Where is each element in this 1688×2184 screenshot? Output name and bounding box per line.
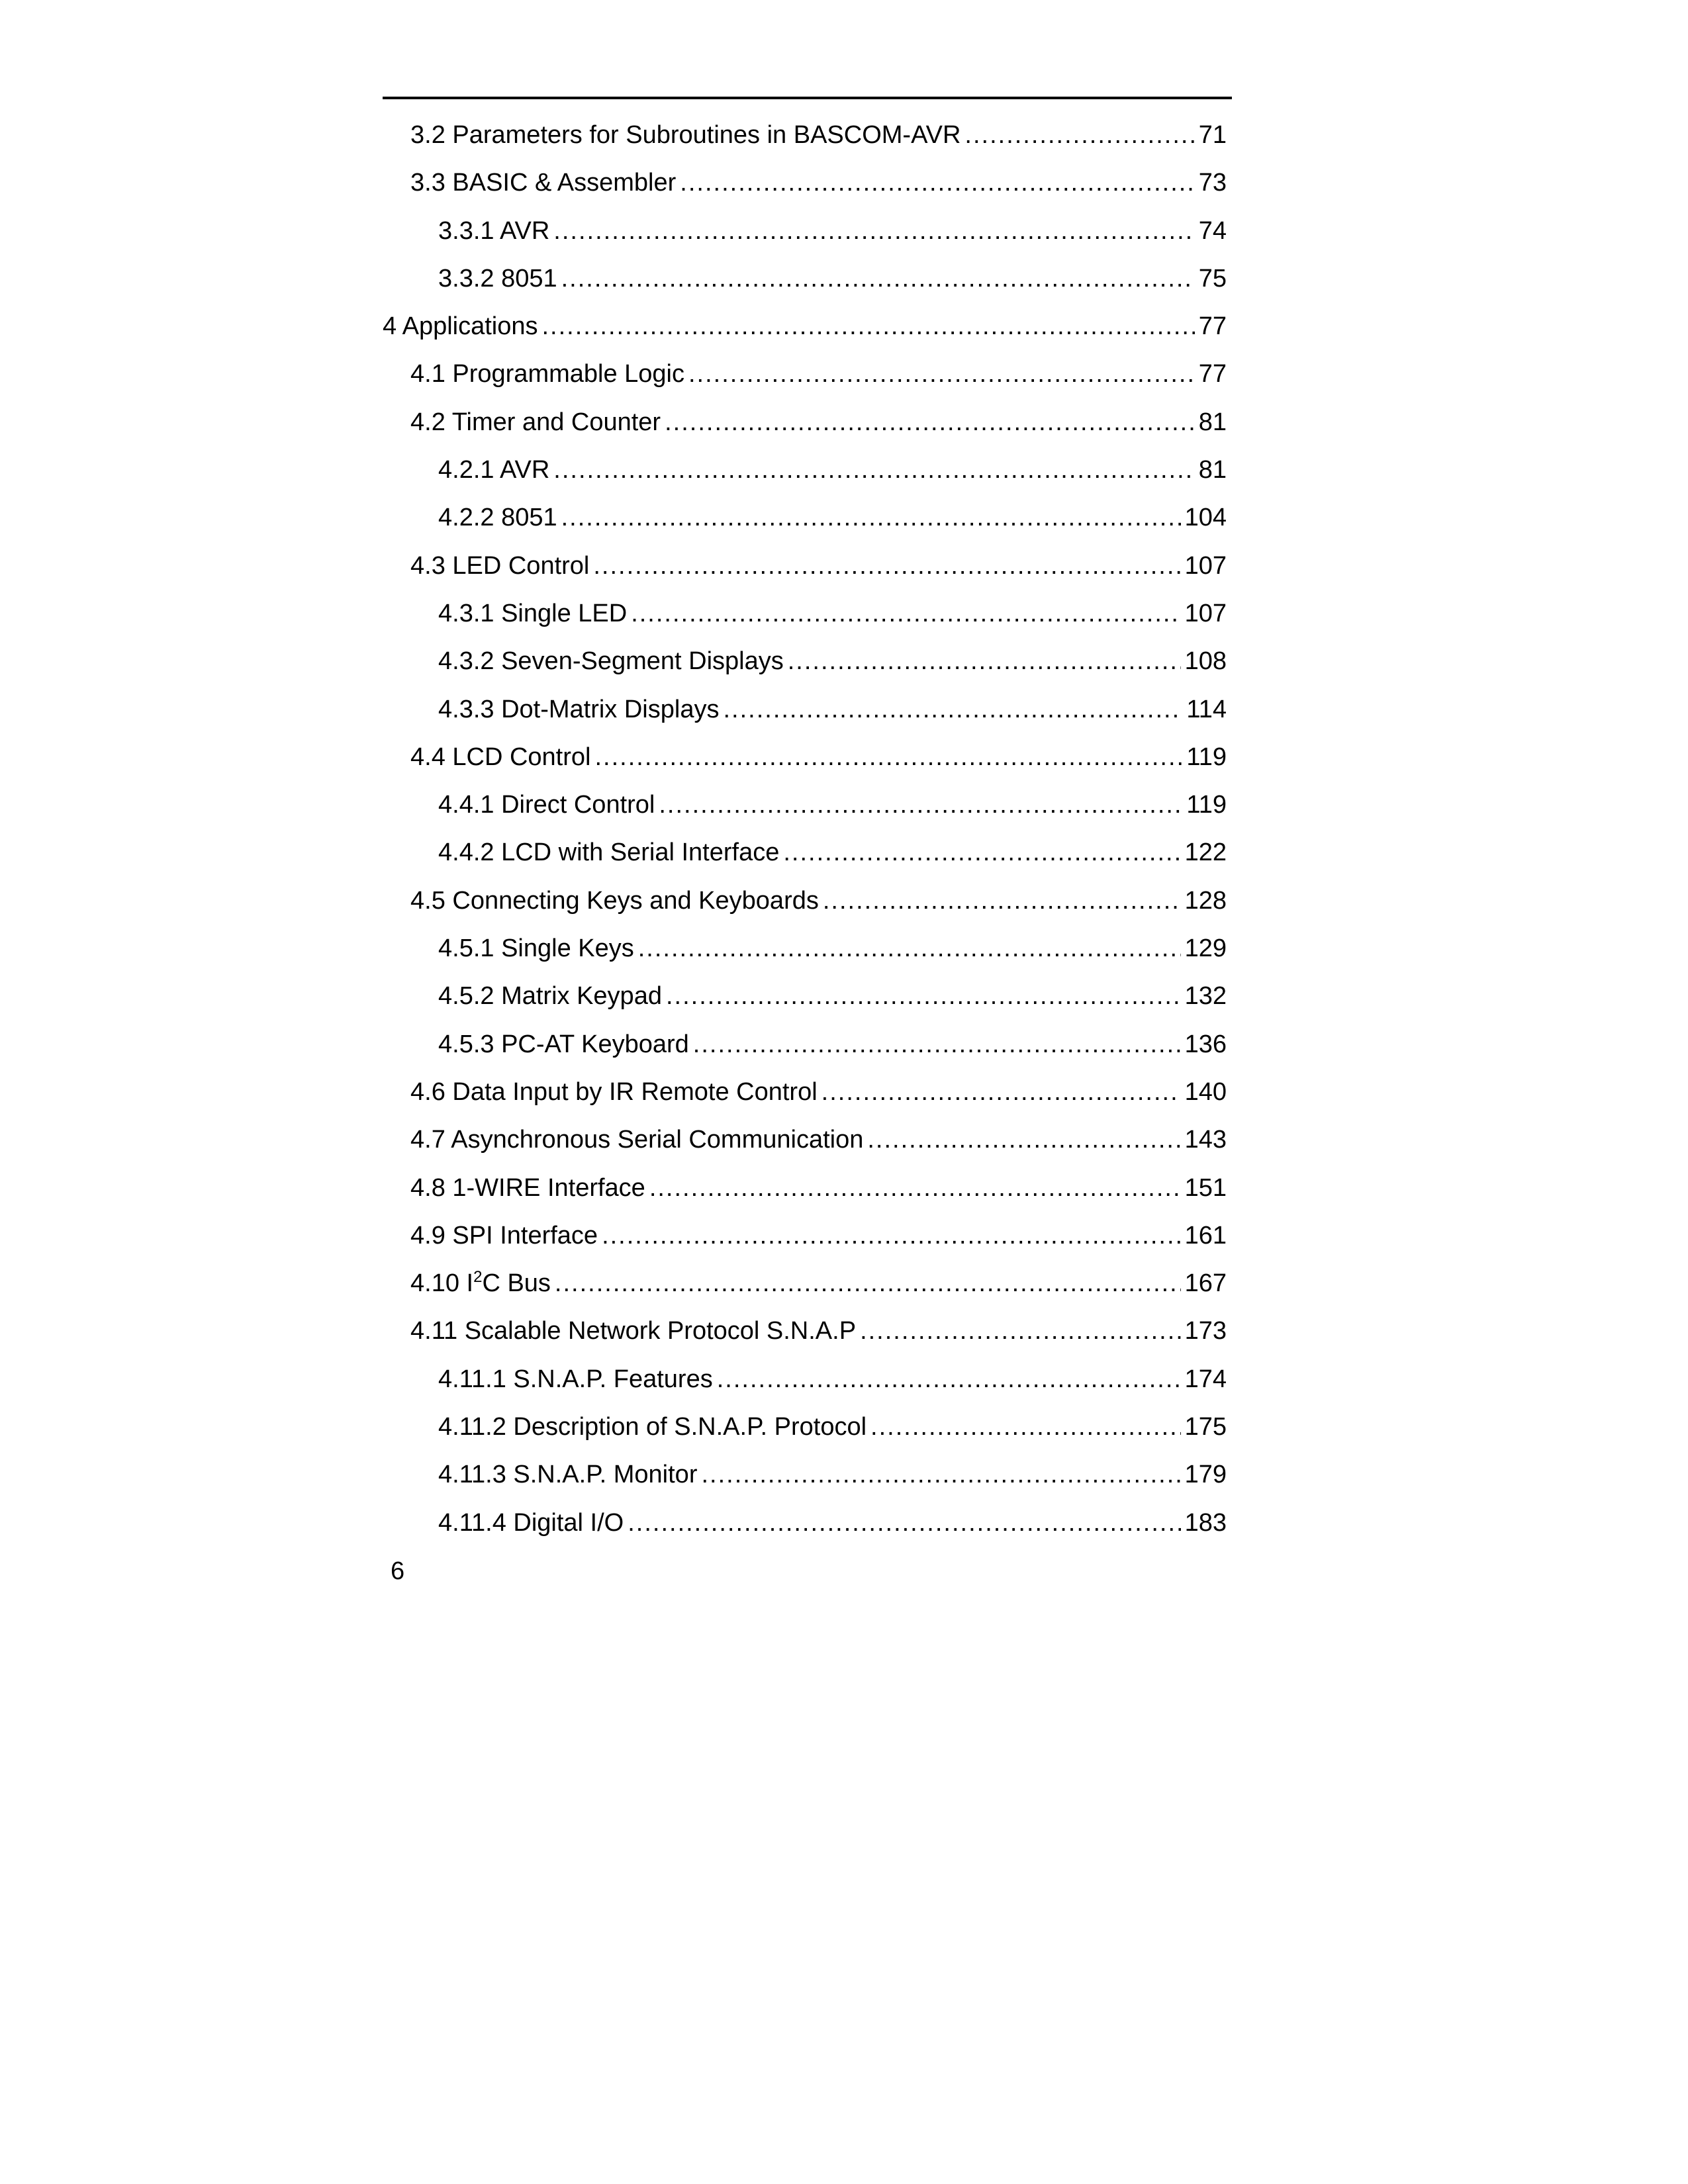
toc-entry	[383, 542, 1232, 590]
toc-entry	[383, 781, 1232, 829]
toc-dot-leader	[659, 781, 1182, 829]
toc-dot-leader	[602, 1212, 1181, 1259]
toc-entry-page-number: 108	[1184, 647, 1227, 676]
toc-dot-leader	[688, 350, 1195, 398]
toc-dot-leader	[821, 1068, 1181, 1116]
toc-dot-leader	[553, 446, 1194, 494]
toc-dot-leader	[860, 1307, 1181, 1355]
toc-entry-page-number: 167	[1184, 1269, 1227, 1298]
toc-entry-title: 3.3 BASIC & Assembler	[410, 169, 677, 197]
toc-entry-page-number: 81	[1198, 456, 1227, 484]
toc-entry-page-number: 173	[1184, 1317, 1227, 1345]
toc-dot-leader	[555, 1259, 1181, 1307]
toc-entry-page-number: 71	[1198, 121, 1227, 149]
toc-entry	[383, 1307, 1232, 1355]
toc-entry-title: 4.3 LED Control	[410, 551, 590, 580]
toc-entry-title: 4.11.1 S.N.A.P. Features	[438, 1365, 713, 1393]
toc-entry-title: 4.11.4 Digital I/O	[438, 1508, 624, 1537]
toc-entry-title: 4.3.3 Dot-Matrix Displays	[438, 695, 720, 723]
header-rule	[383, 97, 1232, 99]
toc-entry-title: 4.11 Scalable Network Protocol S.N.A.P	[410, 1317, 857, 1345]
toc-entry-page-number: 174	[1184, 1365, 1227, 1393]
toc-entry	[383, 111, 1232, 159]
toc-entry-title-superscript: 2	[473, 1268, 483, 1287]
toc-dot-leader	[723, 686, 1182, 733]
toc-dot-leader	[680, 159, 1194, 206]
toc-dot-leader	[561, 255, 1195, 302]
toc-entry	[383, 159, 1232, 206]
toc-entry	[383, 350, 1232, 398]
toc-entry	[383, 398, 1232, 446]
toc-dot-leader	[628, 1499, 1180, 1547]
toc-entry-title: 4.11.2 Description of S.N.A.P. Protocol	[438, 1413, 867, 1441]
toc-entry-page-number: 179	[1184, 1461, 1227, 1489]
toc-entry	[383, 1451, 1232, 1498]
toc-dot-leader	[666, 972, 1181, 1020]
toc-dot-leader	[638, 925, 1181, 972]
toc-entry-page-number: 151	[1184, 1173, 1227, 1202]
toc-entry	[383, 686, 1232, 733]
toc-entry-title: 4.6 Data Input by IR Remote Control	[410, 1077, 818, 1106]
toc-entry-title: 3.3.2 8051	[438, 264, 557, 293]
toc-dot-leader	[594, 733, 1182, 781]
toc-entry-title: 4.4 LCD Control	[410, 743, 591, 771]
toc-entry-page-number: 143	[1184, 1126, 1227, 1154]
toc-entry	[383, 207, 1232, 255]
toc-entry-page-number: 129	[1184, 934, 1227, 963]
toc-dot-leader	[693, 1021, 1181, 1068]
toc-dot-leader	[593, 542, 1180, 590]
toc-dot-leader	[964, 111, 1194, 159]
toc-entry-page-number: 132	[1184, 982, 1227, 1011]
toc-entry-title: 4.5.3 PC-AT Keyboard	[438, 1030, 689, 1058]
toc-entry-title: 4.4.2 LCD with Serial Interface	[438, 839, 780, 867]
toc-entry-title: 4.5.2 Matrix Keypad	[438, 982, 662, 1011]
toc-entry-page-number: 104	[1184, 504, 1227, 532]
toc-entry	[383, 590, 1232, 637]
toc-entry-title-prefix: 4.10 I	[410, 1269, 474, 1298]
toc-entry	[383, 1212, 1232, 1259]
toc-entry-page-number: 77	[1198, 312, 1227, 341]
toc-entry-page-number: 119	[1186, 743, 1227, 771]
toc-entry-title: 4.9 SPI Interface	[410, 1221, 598, 1250]
toc-dot-leader	[542, 302, 1195, 350]
toc-entry-title: 4.11.3 S.N.A.P. Monitor	[438, 1461, 698, 1489]
toc-entry-page-number: 128	[1184, 886, 1227, 915]
toc-entry	[383, 1068, 1232, 1116]
toc-entry	[383, 1259, 1232, 1307]
toc-entry-title: 4.2.1 AVR	[438, 456, 550, 484]
toc-entry-title: 4.1 Programmable Logic	[410, 360, 684, 388]
toc-entry-page-number: 107	[1184, 551, 1227, 580]
toc-entry	[383, 446, 1232, 494]
footer-page-number: 6	[391, 1557, 405, 1585]
toc-entry-page-number: 114	[1186, 695, 1227, 723]
toc-entry-title: 4.3.1 Single LED	[438, 599, 628, 627]
toc-dot-leader	[649, 1164, 1181, 1212]
toc-entry-title: 4.3.2 Seven-Segment Displays	[438, 647, 784, 676]
toc-entry	[383, 1403, 1232, 1451]
toc-entry-title	[410, 1259, 551, 1307]
toc-entry-page-number: 81	[1198, 408, 1227, 436]
toc-entry-title: 4.4.1 Direct Control	[438, 791, 655, 819]
toc-dot-leader	[553, 207, 1194, 255]
toc-entry	[383, 255, 1232, 302]
toc-entry	[383, 1355, 1232, 1403]
toc-entry-title: 4.7 Asynchronous Serial Communication	[410, 1126, 864, 1154]
toc-entry-page-number: 74	[1198, 216, 1227, 245]
toc-entry-page-number: 136	[1184, 1030, 1227, 1058]
toc-entry	[383, 637, 1232, 685]
toc-entry-page-number: 161	[1184, 1221, 1227, 1250]
toc-entry-title: 4.2 Timer and Counter	[410, 408, 661, 436]
toc-entry	[383, 733, 1232, 781]
toc-entry	[383, 925, 1232, 972]
toc-entry	[383, 972, 1232, 1020]
toc-dot-leader	[788, 637, 1181, 685]
toc-dot-leader	[665, 398, 1195, 446]
toc-dot-leader	[631, 590, 1180, 637]
toc-entry-page-number: 140	[1184, 1077, 1227, 1106]
toc-dot-leader	[870, 1403, 1181, 1451]
toc-entry-page-number: 73	[1198, 169, 1227, 197]
toc-entry-title: 4.2.2 8051	[438, 504, 557, 532]
toc-entry	[383, 1116, 1232, 1163]
toc-entry	[383, 494, 1232, 541]
toc-entry	[383, 877, 1232, 925]
toc-entry-title: 4.8 1-WIRE Interface	[410, 1173, 645, 1202]
toc-entry-title-suffix: C Bus	[482, 1269, 551, 1298]
toc-entry-title: 3.2 Parameters for Subroutines in BASCOM-AVR	[410, 121, 961, 149]
toc-entry-title: 3.3.1 AVR	[438, 216, 550, 245]
toc-entry-title: 4 Applications	[383, 312, 538, 341]
toc-entry-title: 4.5 Connecting Keys and Keyboards	[410, 886, 819, 915]
toc-entry-page-number: 175	[1184, 1413, 1227, 1441]
toc-dot-leader	[701, 1451, 1180, 1498]
toc-dot-leader	[561, 494, 1181, 541]
toc-entry	[383, 1021, 1232, 1068]
table-of-contents	[383, 111, 1232, 1547]
toc-dot-leader	[717, 1355, 1181, 1403]
toc-entry	[383, 1499, 1232, 1547]
toc-entry	[383, 1164, 1232, 1212]
toc-entry-title: 4.5.1 Single Keys	[438, 934, 634, 963]
toc-entry-page-number: 119	[1186, 791, 1227, 819]
toc-entry-page-number: 107	[1184, 599, 1227, 627]
toc-entry-page-number: 122	[1184, 839, 1227, 867]
toc-entry-page-number: 77	[1198, 360, 1227, 388]
toc-dot-leader	[823, 877, 1181, 925]
toc-dot-leader	[783, 829, 1180, 876]
toc-entry	[383, 302, 1232, 350]
toc-entry-page-number: 75	[1198, 264, 1227, 293]
toc-dot-leader	[867, 1116, 1180, 1163]
toc-entry-page-number: 183	[1184, 1508, 1227, 1537]
toc-entry	[383, 829, 1232, 876]
